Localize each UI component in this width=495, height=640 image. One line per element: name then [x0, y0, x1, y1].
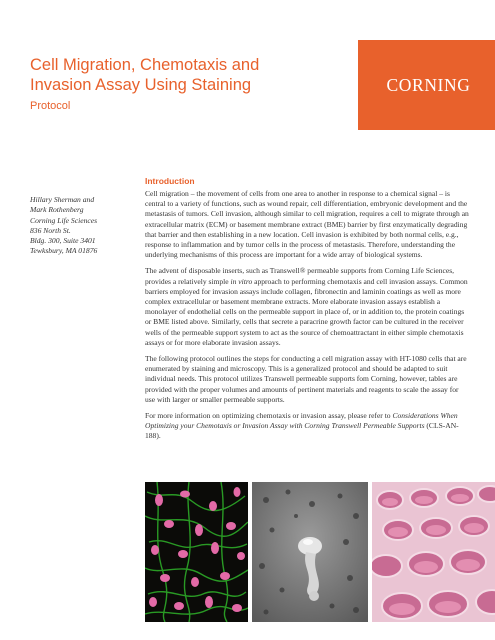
- document-subtitle: Protocol: [30, 100, 71, 112]
- intro-paragraph-4: [145, 411, 470, 442]
- author-line: 836 North St.: [30, 225, 71, 235]
- author-line: Hillary Sherman and: [30, 195, 95, 204]
- sem-cell-image: [252, 482, 368, 622]
- corning-logo-wordmark: CORNING: [386, 74, 471, 95]
- text-run: For more information on optimizing chemotaxis or invasion assay, please refer to: [145, 411, 393, 421]
- italic-run: Considerations When Optimizing your Chemotaxis or Invasion Assay with Corning Transwell Permeable Supports: [145, 411, 458, 431]
- italic-run: in vitro: [230, 276, 253, 286]
- title-block: [30, 56, 330, 112]
- intro-paragraph-2: [145, 266, 470, 348]
- intro-paragraph-3: The following protocol outlines the steps for conducting a cell migration assay with HT-1080 cells that are enumerated by staining and microscopy. This is a generalized protocol and should be adapted to suit individual needs. This protocol utilizes Transwell permeable supports fom Corning, however, tables are provided with the proper volumes and amounts of pertinent materials and reagents to scale the assay for use with larger or smaller permeable supports.: [145, 354, 467, 404]
- author-line: Bldg. 300, Suite 3401: [30, 236, 96, 246]
- document-title: [30, 56, 330, 95]
- introduction-section: [145, 176, 470, 448]
- title-line-2: Invasion Assay Using Staining: [30, 75, 252, 94]
- photo-strip: [145, 482, 495, 622]
- corning-logo: [358, 40, 495, 130]
- text-run: (CLS-AN-188).: [145, 421, 459, 441]
- multiwell-plate-image: [372, 482, 495, 622]
- text-run: approach to performing chemotaxis and cell invasion assays. Common barriers employed for invasion assays include collagen, fibronectin and laminin coatings as well as more complex extracellular or basement membrane extracts. More elaborate invasion assays establish a monolayer of endothelial cells on the permeable support in place of, or in addition to, the protein coatings or BME listed above. Similarly, cells that secrete a paracrine growth factor can be cultured in the receiver wells of the permeable support system to act as the source of chemoattractant in either simple chemotaxis assays or for more elaborate invasion assays.: [145, 276, 468, 347]
- author-line: Mark Rothenberg: [30, 205, 84, 215]
- intro-paragraph-1: Cell migration – the movement of cells from one area to another in response to a chemical signal – is central to a variety of functions, such as wound repair, cell differentiation, embryonic development and the metastasis of tumors. Cell invasion, although similar to cell migration, requires a cell to migrate through an extracellular matrix (ECM) or basement membrane extract (BME) barrier by first enzymatically degrading that barrier and then establishing in a new location. Cell invasion is exhibited by both normal cells, e.g., response to inflammation and by tumor cells in the process of metastasis. Therefore, understanding the underlying mechanisms of this process are important for a wide array of biological systems.: [145, 189, 469, 260]
- author-line: Tewksbury, MA 01876: [30, 246, 98, 256]
- fluorescent-cells-image: [145, 482, 248, 622]
- text-run: The advent of disposable inserts, such as Transwell® permeable supports from Corning Life Sciences, provides a relatively simple: [145, 266, 455, 286]
- author-block: [30, 195, 140, 257]
- title-line-1: Cell Migration, Chemotaxis and: [30, 56, 260, 74]
- section-heading: Introduction: [145, 176, 195, 186]
- author-line: Corning Life Sciences: [30, 215, 98, 225]
